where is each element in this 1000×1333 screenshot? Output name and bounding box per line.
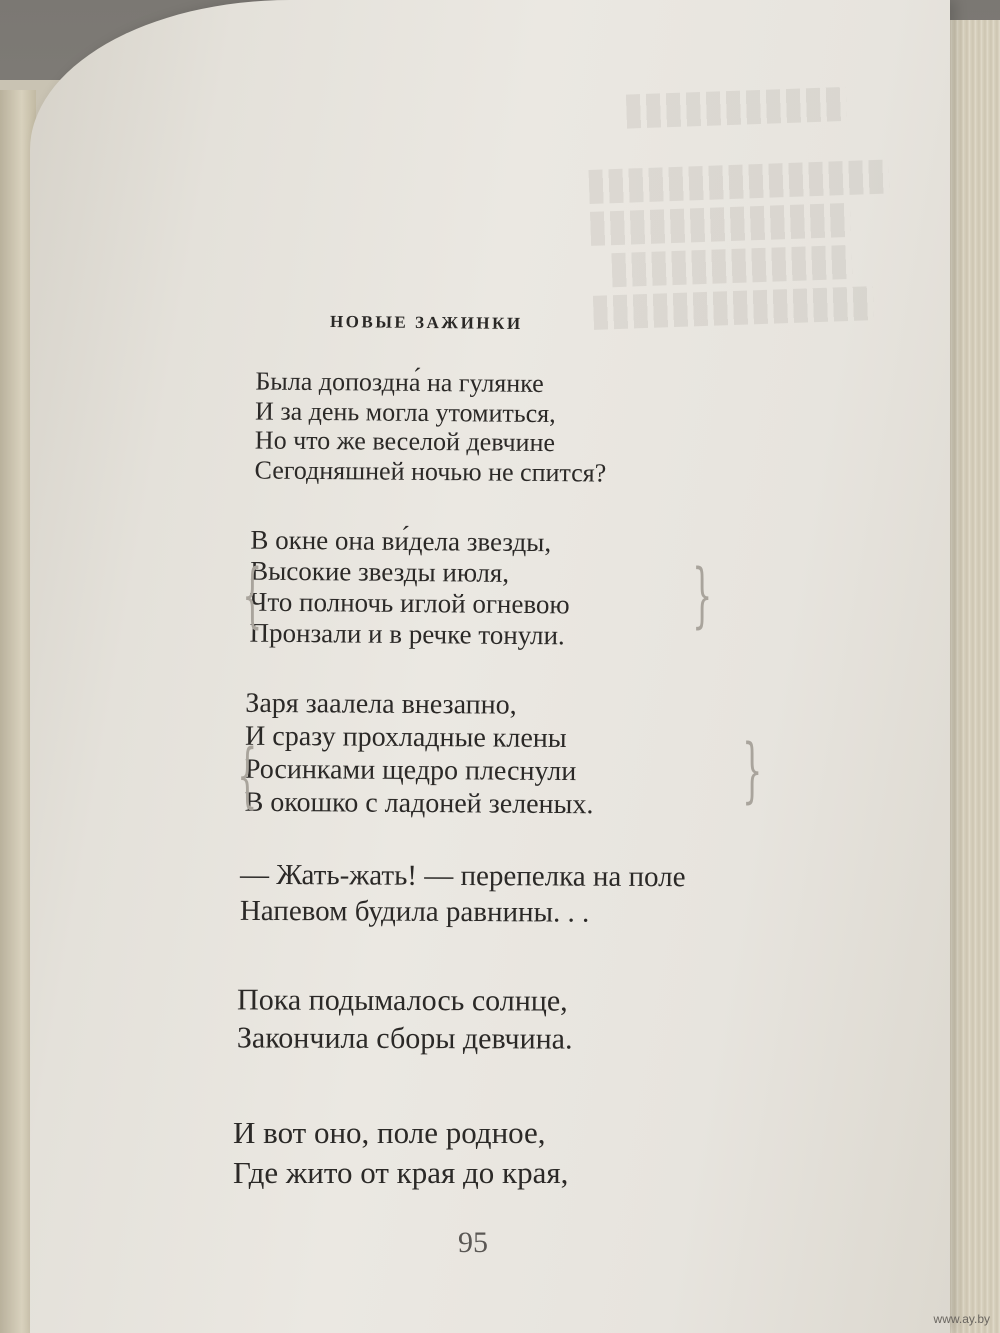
stanza-3 bbox=[245, 687, 595, 821]
poem-line: И за день могла утомиться, bbox=[255, 395, 556, 428]
poem-line: Заря заалела внезапно, bbox=[245, 687, 517, 721]
poem-line: Пока подымалось солнце, bbox=[237, 983, 568, 1018]
poem-line: В окошко с ладоней зеленых. bbox=[244, 786, 594, 821]
watermark: www.ay.by bbox=[933, 1312, 990, 1326]
poem-line: И сразу прохладные клены bbox=[245, 720, 567, 755]
poem-line: Но что же веселой девчине bbox=[254, 425, 556, 458]
poem-line: Где жито от края до края, bbox=[233, 1155, 569, 1190]
poem-line: — Жать-жать! — перепелка на поле bbox=[240, 858, 686, 894]
pencil-brace-mark: { bbox=[242, 554, 263, 636]
poem-line: Пронзали и в речке тонули. bbox=[249, 617, 565, 651]
poem-title: НОВЫЕ ЗАЖИНКИ bbox=[329, 311, 523, 334]
poem-line: В окне она ви́дела звезды, bbox=[250, 524, 552, 558]
poem-line: И вот оно, поле родное, bbox=[233, 1115, 546, 1150]
pencil-brace-mark: { bbox=[237, 734, 258, 816]
poem-line: Росинками щедро плеснули bbox=[244, 753, 577, 788]
page-content bbox=[30, 0, 950, 1333]
book-page bbox=[30, 0, 950, 1333]
poem-line: Высокие звезды июля, bbox=[250, 555, 510, 588]
pencil-brace-mark: { bbox=[742, 729, 763, 811]
stanza-6 bbox=[233, 1113, 568, 1193]
pencil-brace-mark: { bbox=[692, 554, 713, 636]
poem-line: Что полночь иглой огневою bbox=[249, 586, 570, 620]
stanza-4 bbox=[240, 857, 686, 931]
poem-line: Сегодняшней ночью не спится? bbox=[254, 454, 607, 488]
bleed-through-text bbox=[586, 84, 934, 338]
poem-line: Напевом будила равнины. . . bbox=[239, 894, 590, 929]
stanza-1 bbox=[254, 366, 607, 487]
stanza-2 bbox=[249, 525, 570, 652]
stanza-5 bbox=[237, 981, 573, 1058]
page-number: 95 bbox=[458, 1226, 488, 1259]
poem-line: Закончила сборы девчина. bbox=[236, 1021, 573, 1056]
poem-line: Была допоздна́ на гулянке bbox=[255, 366, 544, 398]
